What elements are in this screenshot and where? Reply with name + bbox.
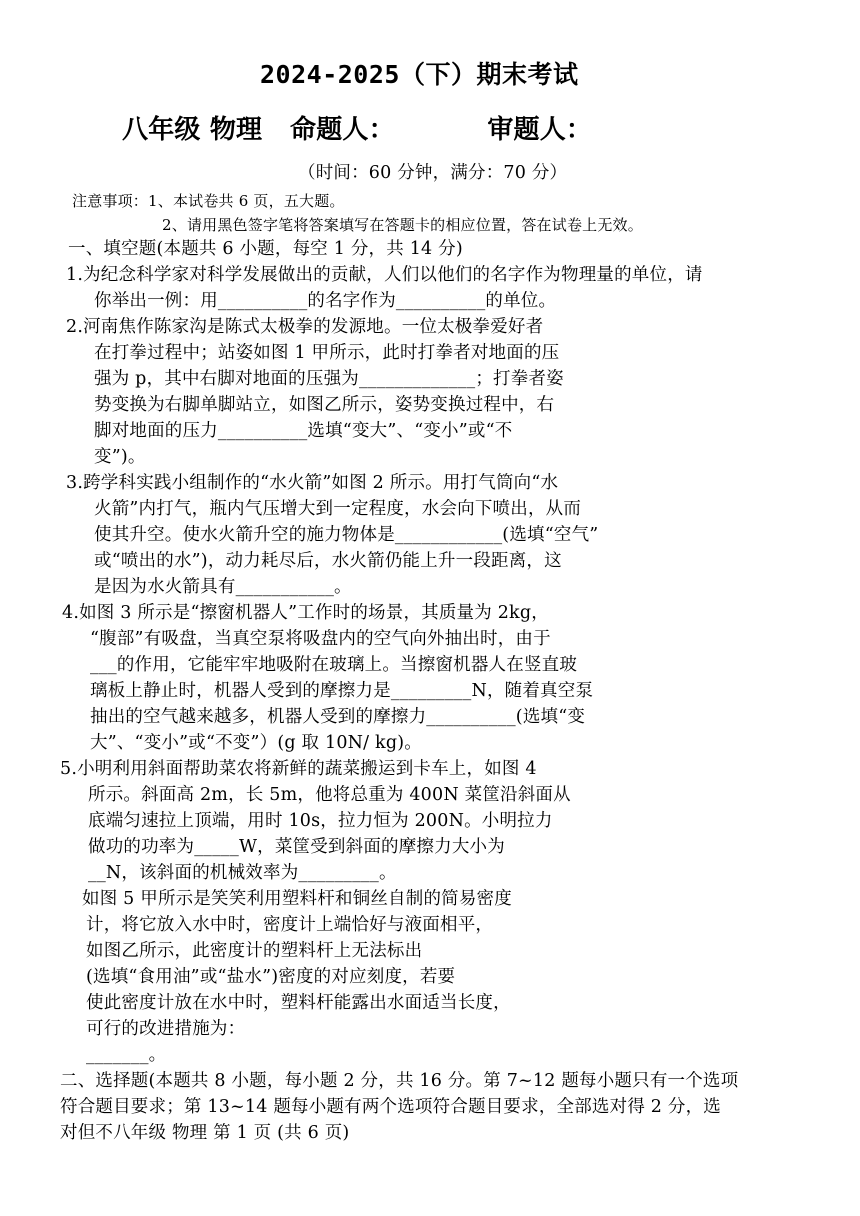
notes-line-1: 注意事项：1、本试卷共 6 页，五大题。: [72, 192, 345, 210]
exam-title: 2024-2025（下）期末考试: [260, 60, 579, 89]
q6-line: 如图 5 甲所示是笑笑利用塑料杆和铜丝自制的简易密度: [82, 889, 512, 909]
q2-line: 变”)。: [94, 447, 146, 467]
q6-line: 可行的改进措施为：: [86, 1019, 246, 1039]
notes-line-2: 2、请用黑色签字笔将答案填写在答题卡的相应位置，答在试卷上无效。: [162, 216, 643, 234]
q2-line: 势变换为右脚单脚站立，如图乙所示，姿势变换过程中，右: [94, 395, 555, 415]
q1-line: 你举出一例：用__________的名字作为__________的单位。: [94, 291, 557, 311]
q6-line: (选填“食用油”或“盐水”)密度的对应刻度，若要: [86, 967, 456, 987]
q5-line: __N，该斜面的机械效率为_________。: [88, 863, 397, 883]
q2-line: 2.河南焦作陈家沟是陈式太极拳的发源地。一位太极拳爱好者: [66, 317, 544, 337]
q6-line: _______。: [86, 1045, 167, 1065]
q4-line: 璃板上静止时，机器人受到的摩擦力是_________N，随着真空泵: [90, 681, 594, 701]
q6-line: 如图乙所示，此密度计的塑料杆上无法标出: [86, 941, 423, 961]
q5-line: 5.小明利用斜面帮助菜农将新鲜的蔬菜搬运到卡车上，如图 4: [60, 759, 537, 779]
q3-line: 使其升空。使水火箭升空的施力物体是____________(选填“空气”: [94, 525, 599, 545]
section2-line: 符合题目要求；第 13~14 题每小题有两个选项符合题目要求，全部选对得 2 分，选: [60, 1097, 721, 1117]
q1-line: 1.为纪念科学家对科学发展做出的贡献，人们以他们的名字作为物理量的单位，请: [66, 265, 703, 285]
q5-line: 做功的功率为_____W，菜筐受到斜面的摩擦力大小为: [88, 837, 505, 857]
q3-line: 火箭”内打气，瓶内气压增大到一定程度，水会向下喷出，从而: [94, 499, 582, 519]
time-info: （时间：60 分钟，满分：70 分）: [298, 163, 568, 183]
q3-line: 是因为水火箭具有___________。: [94, 577, 352, 597]
section2-line: 二、选择题(本题共 8 小题，每小题 2 分，共 16 分。第 7~12 题每小题只有一个选项: [60, 1071, 739, 1091]
q6-line: 计，将它放入水中时，密度计上端恰好与液面相平，: [86, 915, 494, 935]
q4-line: ___的作用，它能牢牢地吸附在玻璃上。当擦窗机器人在竖直玻: [90, 655, 578, 675]
section1-heading: 一、填空题(本题共 6 小题，每空 1 分，共 14 分): [68, 239, 463, 259]
q3-line: 或“喷出的水”)，动力耗尽后，水火箭仍能上升一段距离，这: [94, 551, 562, 571]
q3-line: 3.跨学科实践小组制作的“水火箭”如图 2 所示。用打气筒向“水: [66, 473, 559, 493]
q5-line: 所示。斜面高 2m，长 5m，他将总重为 400N 菜筐沿斜面从: [88, 785, 571, 805]
q2-line: 脚对地面的压力__________选填“变大”、“变小”或“不: [94, 421, 513, 441]
q6-line: 使此密度计放在水中时，塑料杆能露出水面适当长度，: [86, 993, 511, 1013]
q4-line: “腹部”有吸盘，当真空泵将吸盘内的空气向外抽出时，由于: [90, 629, 551, 649]
exam-subtitle: 八年级 物理 命题人： 审题人：: [122, 115, 593, 145]
q4-line: 4.如图 3 所示是“擦窗机器人”工作时的场景，其质量为 2kg，: [62, 603, 549, 623]
q2-line: 强为 p，其中右脚对地面的压强为_____________；打拳者姿: [94, 369, 564, 389]
q4-line: 大”、“变小”或“不变”）(g 取 10N/ kg)。: [90, 733, 422, 753]
q4-line: 抽出的空气越来越多，机器人受到的摩擦力__________(选填“变: [90, 707, 586, 727]
section2-line: 对但不八年级 物理 第 1 页 (共 6 页): [60, 1123, 350, 1143]
q5-line: 底端匀速拉上顶端，用时 10s，拉力恒为 200N。小明拉力: [88, 811, 553, 831]
q2-line: 在打拳过程中；站姿如图 1 甲所示，此时打拳者对地面的压: [94, 343, 560, 363]
